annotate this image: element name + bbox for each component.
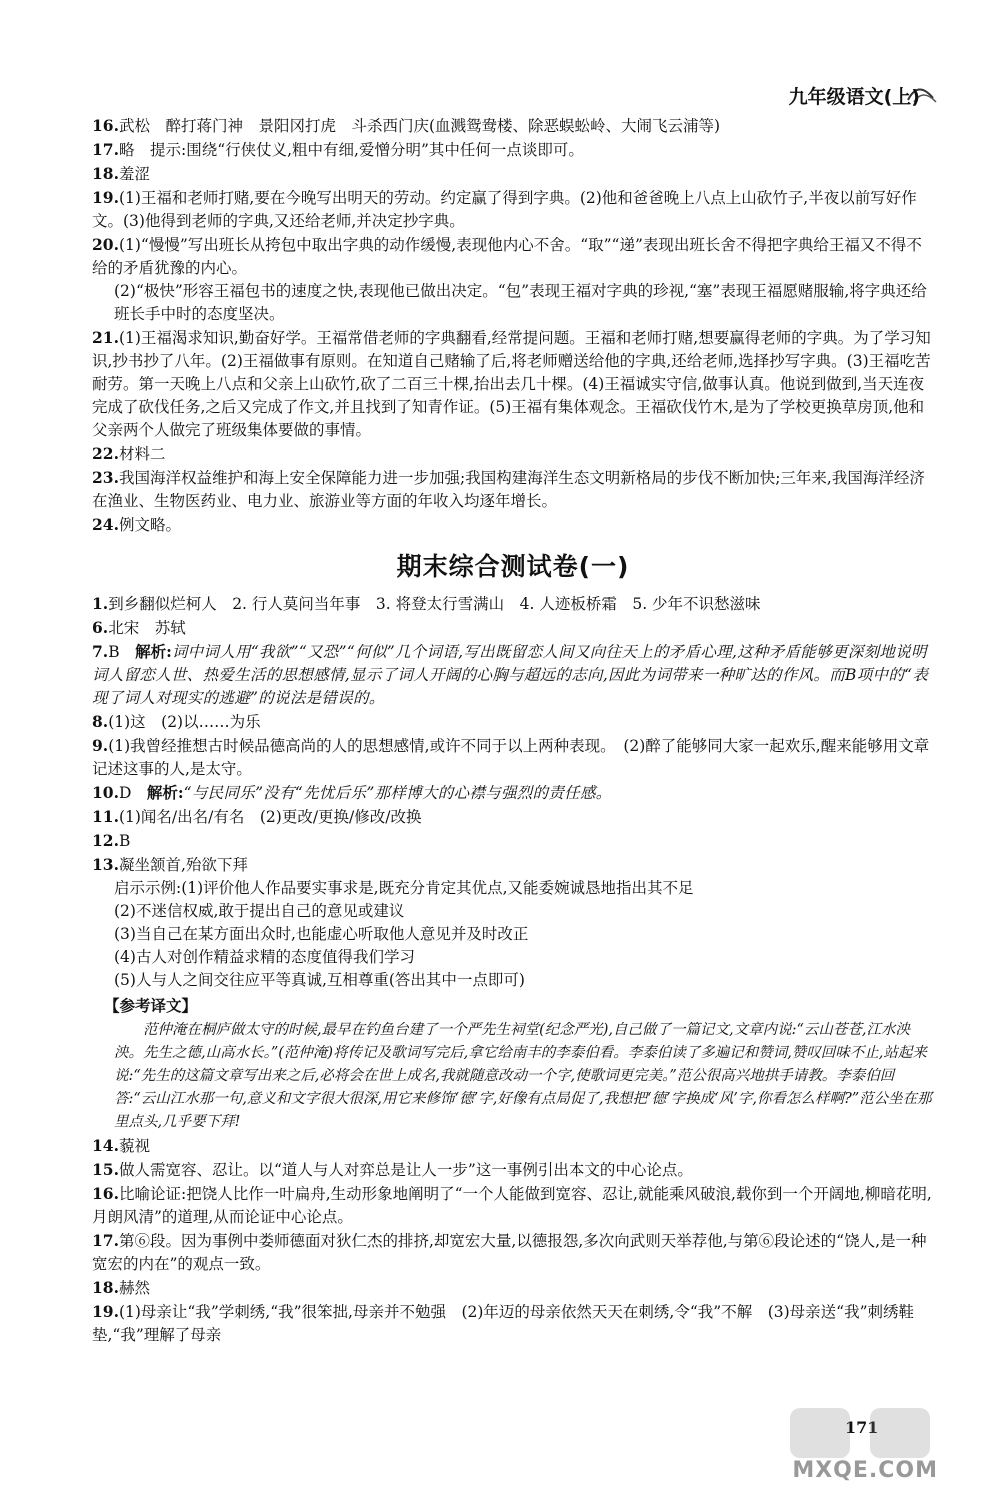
answer-item	[92, 1182, 934, 1229]
answer-item	[92, 114, 934, 138]
answer-number: 9.	[92, 736, 109, 755]
answer-item	[92, 616, 934, 640]
answer-explanation: 词中词人用“我欲”“又恐”“何似”几个词语,写出既留恋人间又向往天上的矛盾心理,这种矛盾能够更深刻地说明词人留恋人世、热爱生活的思想感情,显示了词人开阔的心胸与超远的志向,因此为词带来一种旷达的作风。而B项中的“表现了词人对现实的逃避”的说法是错误的。	[92, 643, 929, 707]
answer-number: 1.	[92, 594, 109, 613]
answer-item	[92, 710, 934, 734]
answer-text: (1)我曾经推想古时候品德高尚的人的思想感情,或许不同于以上两种表现。 (2)醉了能够同大家一起欢乐,醒来能够用文章记述这事的人,是太守。	[92, 737, 930, 778]
answer-number: 15.	[92, 1160, 119, 1179]
answer-number: 13.	[92, 855, 119, 874]
answer-list-top	[92, 114, 934, 537]
answer-text: (1)这 (2)以……为乐	[108, 713, 261, 731]
answer-text: 比喻论证:把饶人比作一叶扁舟,生动形象地阐明了“一个人能做到宽容、忍让,就能乘风破浪,载你到一个开阔地,柳暗花明,月朗风清”的道理,从而论证中心论点。	[92, 1185, 932, 1226]
answer-number: 18.	[92, 164, 119, 183]
answer-number: 23.	[92, 468, 119, 487]
answer-item	[92, 1158, 934, 1182]
answer-number: 22.	[92, 444, 119, 463]
answer-item	[92, 326, 934, 442]
answer-list-last	[92, 1134, 934, 1347]
answer-text: (1)母亲让“我”学刺绣,“我”很笨拙,母亲并不勉强 (2)年迈的母亲依然天天在刺绣,令“我”不解 (3)母亲送“我”刺绣鞋垫,“我”理解了母亲	[92, 1303, 915, 1344]
section-title: 期末综合测试卷(一)	[396, 552, 630, 581]
item13-hint-line: (5)人与人之间交往应平等真诚,互相尊重(答出其中一点即可)	[114, 971, 525, 989]
answer-text: B	[118, 832, 131, 850]
answer-item	[92, 829, 934, 853]
answer-text: 羞涩	[118, 165, 150, 183]
answer-text: 武松 醉打蒋门神 景阳冈打虎 斗杀西门庆(血溅鸳鸯楼、除恶蜈蚣岭、大闹飞云浦等)	[118, 117, 721, 135]
answer-text: 我国海洋权益维护和海上安全保障能力进一步加强;我国构建海洋生态文明新格局的步伐不断加快;三年来,我国海洋经济在渔业、生物医药业、电力业、旅游业等方面的年收入均逐年增长。	[92, 469, 925, 510]
answer-item	[92, 734, 934, 781]
answer-item	[92, 592, 934, 616]
item13-hint-line: (3)当自己在某方面出众时,也能虚心听取他人意见并及时改正	[114, 925, 529, 943]
answer-number: 16.	[92, 116, 119, 135]
answer-text: 第⑥段。因为事例中娄师德面对狄仁杰的排挤,却宽宏大量,以德报怨,多次向武则天举荐他,与第⑥段论述的“饶人,是一种宽宏的内在”的观点一致。	[92, 1232, 927, 1273]
answer-item	[92, 781, 934, 805]
answer-list-bottom	[92, 592, 934, 877]
answer-number: 8.	[92, 712, 109, 731]
item13-hint-line: (4)古人对创作精益求精的态度值得我们学习	[114, 948, 415, 966]
answer-text: (1)王福渴求知识,勤奋好学。王福常借老师的字典翻看,经常提问题。王福和老师打赌,想要赢得老师的字典。为了学习知识,抄书抄了八年。(2)王福做事有原则。在知道自己赌输了后,将老师赠送给他的字典,还给老师,选择抄写字典。(3)王福吃苦耐劳。第一天晚上八点和父亲上山砍竹,砍了二百三十棵,抬出去几十棵。(4)王福诚实守信,做事认真。他说到做到,当天连夜完成了砍伐任务,之后又完成了作文,并且找到了知青作证。(5)王福有集体观念。王福砍伐竹木,是为了学校更换草房顶,他和父亲两个人做完了班级集体要做的事情。	[92, 329, 931, 439]
reference-translation-heading: 【参考译文】	[104, 996, 198, 1015]
answer-item	[92, 162, 934, 186]
answer-text: (1)“慢慢”写出班长从挎包中取出字典的动作缓慢,表现他内心不舍。“取”“递”表现出班长舍不得把字典给王福又不得不给的矛盾犹豫的内心。	[92, 236, 922, 277]
answer-item	[92, 805, 934, 829]
watermark-site: MXQE.COM	[792, 1458, 938, 1483]
answer-number: 6.	[92, 618, 109, 637]
answer-number: 19.	[92, 188, 119, 207]
page-header-title: 九年级语文(上)	[788, 86, 920, 108]
answer-extra: (2)“极快”形容王福包书的速度之快,表现他已做出决定。“包”表现王福对字典的珍视,“塞”表现王福愿赌服输,将字典还给班长手中时的态度坚决。	[114, 282, 927, 323]
answer-item	[92, 442, 934, 466]
answer-text: 做人需宽容、忍让。以“道人与人对弈总是让人一步”这一事例引出本文的中心论点。	[118, 1161, 693, 1179]
answer-item	[92, 1134, 934, 1158]
answer-number: 24.	[92, 515, 119, 534]
answer-item	[92, 1229, 934, 1276]
answer-explanation-label: 解析:	[146, 783, 184, 802]
answer-explanation: “与民同乐”没有“先忧后乐”那样博大的心襟与强烈的责任感。	[183, 784, 612, 802]
answer-item	[92, 513, 934, 537]
item13-hints	[92, 877, 934, 992]
answer-number: 17.	[92, 140, 119, 159]
answer-text: 到乡翻似烂柯人 2. 行人莫问当年事 3. 将登太行雪满山 4. 人迹板桥霜 5. 少年不识愁滋味	[108, 595, 761, 613]
answer-text: 例文略。	[118, 516, 181, 534]
answer-item	[92, 186, 934, 233]
answer-item	[92, 1300, 934, 1347]
answer-text: D	[118, 784, 147, 802]
answer-number: 14.	[92, 1136, 119, 1155]
reference-translation-text: 范仲淹在桐庐做太守的时候,最早在钓鱼台建了一个严先生祠堂(纪念严光),自己做了一篇记文,文章内说:“云山苍苍,江水泱泱。先生之德,山高水长。”(范仲淹)将传记及歌词写完后,拿它给南丰的李泰伯看。李泰伯读了多遍记和赞词,赞叹回味不止,站起来说:“先生的这篇文章写出来之后,必将会在世上成名,我就随意改动一个字,使歌词更完美。”范公很高兴地拱手请教。李泰伯回答:“云山江水那一句,意义和文字很大很深,用它来修饰‘德’字,好像有点局促了,我想把‘德’字换成‘风’字,你看怎么样啊?”范公坐在那里点头,几乎要下拜!	[114, 1022, 932, 1130]
answer-text: 藐视	[118, 1137, 150, 1155]
answer-number: 19.	[92, 1302, 119, 1321]
answer-number: 20.	[92, 235, 119, 254]
page-number: 171	[845, 1418, 879, 1437]
answer-item	[92, 1276, 934, 1300]
answer-item	[92, 138, 934, 162]
answer-number: 18.	[92, 1278, 119, 1297]
answer-number: 12.	[92, 831, 119, 850]
answer-text: 凝坐颔首,殆欲下拜	[118, 856, 248, 874]
answer-number: 7.	[92, 642, 109, 661]
item13-hint-line: (2)不迷信权威,敢于提出自己的意见或建议	[114, 902, 405, 920]
answer-text: (1)闻名/出名/有名 (2)更改/更换/修改/改换	[118, 808, 422, 826]
answer-number: 21.	[92, 328, 119, 347]
answer-number: 17.	[92, 1231, 119, 1250]
answer-number: 10.	[92, 783, 119, 802]
answer-number: 16.	[92, 1184, 119, 1203]
answer-text: 材料二	[118, 445, 166, 463]
answer-text: B	[108, 643, 136, 661]
answer-number: 11.	[92, 807, 119, 826]
answer-text: 略 提示:围绕“行侠仗义,粗中有细,爱憎分明”其中任何一点谈即可。	[118, 141, 584, 159]
item13-hint-line: 启示示例:(1)评价他人作品要实事求是,既充分肯定其优点,又能委婉诚恳地指出其不足	[114, 879, 694, 897]
answer-text: (1)王福和老师打赌,要在今晚写出明天的劳动。约定赢了得到字典。(2)他和爸爸晚上八点上山砍竹子,半夜以前写好作文。(3)他得到老师的字典,又还给老师,并决定抄字典。	[92, 189, 917, 230]
answer-explanation-label: 解析:	[135, 642, 172, 661]
answer-text: 北宋 苏轼	[108, 619, 186, 637]
answer-item	[92, 640, 934, 710]
answer-item	[92, 853, 934, 877]
answer-text: 赫然	[118, 1279, 150, 1297]
answer-item	[92, 233, 934, 280]
answer-content	[92, 114, 934, 1347]
answer-item	[92, 466, 934, 513]
